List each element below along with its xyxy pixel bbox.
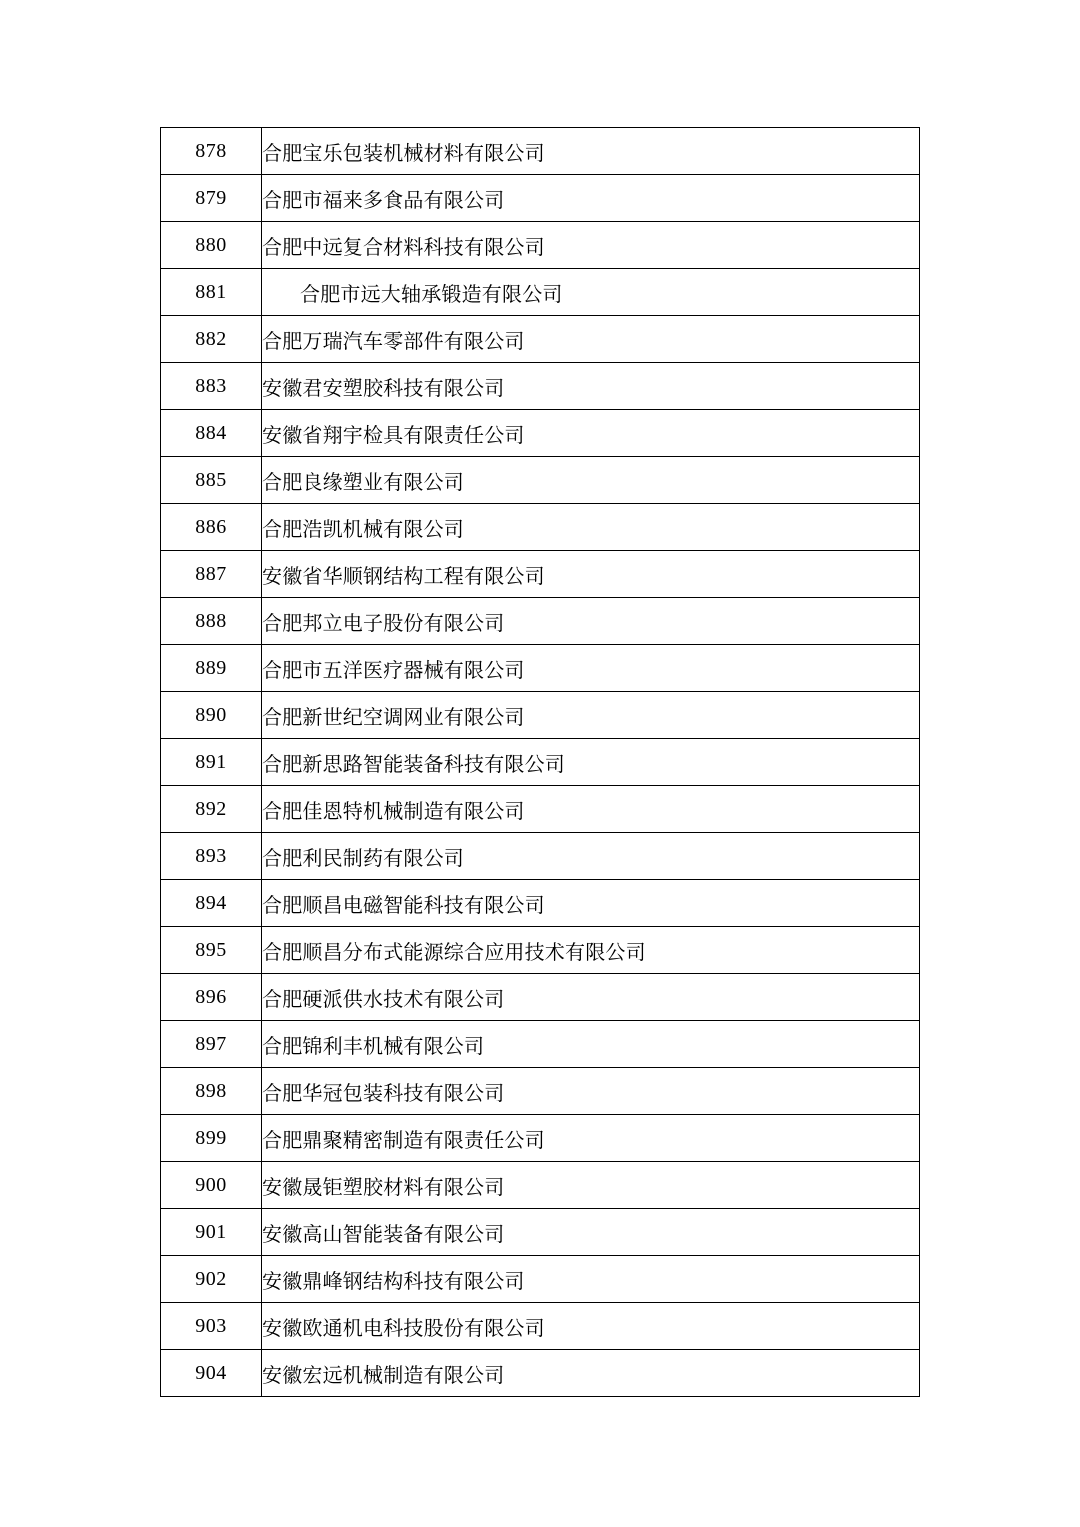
company-name-cell: 合肥新思路智能装备科技有限公司 <box>262 739 920 786</box>
company-name-cell: 合肥锦利丰机械有限公司 <box>262 1021 920 1068</box>
row-index-cell: 896 <box>161 974 262 1021</box>
row-index-cell: 902 <box>161 1256 262 1303</box>
company-name-cell: 合肥顺昌电磁智能科技有限公司 <box>262 880 920 927</box>
row-index-cell: 883 <box>161 363 262 410</box>
company-name-cell: 安徽鼎峰钢结构科技有限公司 <box>262 1256 920 1303</box>
table-row <box>161 645 920 692</box>
table-row <box>161 1115 920 1162</box>
row-index-cell: 899 <box>161 1115 262 1162</box>
company-name-cell: 合肥宝乐包装机械材料有限公司 <box>262 128 920 175</box>
table-row <box>161 1068 920 1115</box>
row-index-cell: 886 <box>161 504 262 551</box>
row-index-cell: 892 <box>161 786 262 833</box>
table-row <box>161 927 920 974</box>
table-row <box>161 1256 920 1303</box>
company-name-cell: 合肥硬派供水技术有限公司 <box>262 974 920 1021</box>
table-row <box>161 692 920 739</box>
company-name-cell: 合肥市五洋医疗器械有限公司 <box>262 645 920 692</box>
row-index-cell: 880 <box>161 222 262 269</box>
company-name-cell: 安徽省华顺钢结构工程有限公司 <box>262 551 920 598</box>
enterprise-listing-table <box>160 127 920 1397</box>
company-name-cell: 合肥邦立电子股份有限公司 <box>262 598 920 645</box>
company-name-cell: 安徽晟钜塑胶材料有限公司 <box>262 1162 920 1209</box>
table-row <box>161 598 920 645</box>
table-row <box>161 551 920 598</box>
row-index-cell: 894 <box>161 880 262 927</box>
company-name-cell: 合肥利民制药有限公司 <box>262 833 920 880</box>
company-name-cell: 安徽欧通机电科技股份有限公司 <box>262 1303 920 1350</box>
table-row <box>161 1350 920 1397</box>
row-index-cell: 878 <box>161 128 262 175</box>
table-row <box>161 739 920 786</box>
row-index-cell: 901 <box>161 1209 262 1256</box>
row-index-cell: 887 <box>161 551 262 598</box>
row-index-cell: 879 <box>161 175 262 222</box>
row-index-cell: 885 <box>161 457 262 504</box>
table-row <box>161 504 920 551</box>
row-index-cell: 890 <box>161 692 262 739</box>
company-name-cell: 合肥新世纪空调网业有限公司 <box>262 692 920 739</box>
company-name-cell: 合肥市福来多食品有限公司 <box>262 175 920 222</box>
company-name-cell: 合肥万瑞汽车零部件有限公司 <box>262 316 920 363</box>
row-index-cell: 888 <box>161 598 262 645</box>
row-index-cell: 889 <box>161 645 262 692</box>
company-name-cell: 安徽省翔宇检具有限责任公司 <box>262 410 920 457</box>
table-row <box>161 1209 920 1256</box>
company-name-cell: 合肥华冠包装科技有限公司 <box>262 1068 920 1115</box>
table-row <box>161 974 920 1021</box>
table-row <box>161 1021 920 1068</box>
row-index-cell: 882 <box>161 316 262 363</box>
company-name-cell: 合肥市远大轴承锻造有限公司 <box>262 269 920 316</box>
company-name-cell: 合肥顺昌分布式能源综合应用技术有限公司 <box>262 927 920 974</box>
table-row <box>161 128 920 175</box>
table-row <box>161 786 920 833</box>
company-name-cell: 合肥中远复合材料科技有限公司 <box>262 222 920 269</box>
company-name-cell: 安徽君安塑胶科技有限公司 <box>262 363 920 410</box>
row-index-cell: 884 <box>161 410 262 457</box>
row-index-cell: 895 <box>161 927 262 974</box>
company-name-cell: 合肥佳恩特机械制造有限公司 <box>262 786 920 833</box>
table-row <box>161 833 920 880</box>
row-index-cell: 900 <box>161 1162 262 1209</box>
table-row <box>161 1162 920 1209</box>
table-row <box>161 175 920 222</box>
row-index-cell: 881 <box>161 269 262 316</box>
company-name-cell: 合肥良缘塑业有限公司 <box>262 457 920 504</box>
row-index-cell: 891 <box>161 739 262 786</box>
row-index-cell: 898 <box>161 1068 262 1115</box>
company-name-cell: 安徽宏远机械制造有限公司 <box>262 1350 920 1397</box>
table-row <box>161 1303 920 1350</box>
row-index-cell: 903 <box>161 1303 262 1350</box>
company-name-cell: 合肥鼎聚精密制造有限责任公司 <box>262 1115 920 1162</box>
row-index-cell: 893 <box>161 833 262 880</box>
company-name-cell: 安徽高山智能装备有限公司 <box>262 1209 920 1256</box>
table-row <box>161 269 920 316</box>
table-row <box>161 363 920 410</box>
row-index-cell: 897 <box>161 1021 262 1068</box>
row-index-cell: 904 <box>161 1350 262 1397</box>
table-row <box>161 222 920 269</box>
table-body <box>161 128 920 1397</box>
table-row <box>161 457 920 504</box>
company-name-cell: 合肥浩凯机械有限公司 <box>262 504 920 551</box>
table-row <box>161 316 920 363</box>
table-row <box>161 880 920 927</box>
table-row <box>161 410 920 457</box>
